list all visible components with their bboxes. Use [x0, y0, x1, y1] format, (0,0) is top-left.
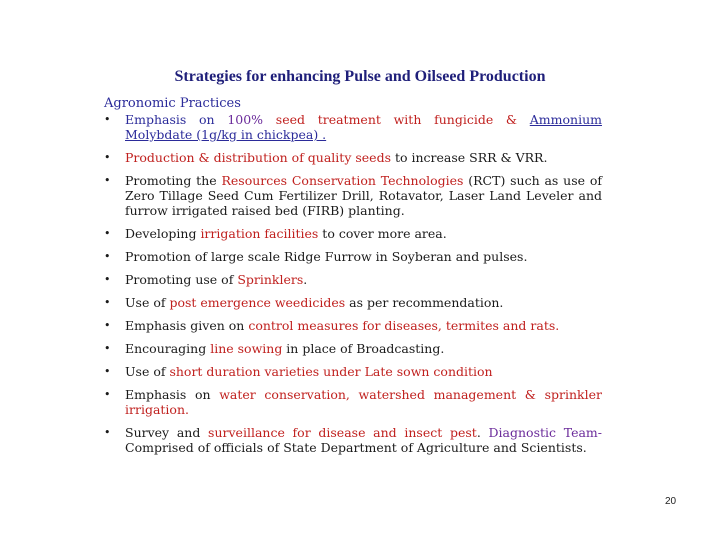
bullet-text-segment: line sowing	[210, 341, 283, 356]
slide-title: Strategies for enhancing Pulse and Oilseed Production	[174, 68, 546, 85]
bullet-list	[104, 112, 602, 455]
bullet-text-segment: to increase SRR & VRR.	[390, 150, 548, 165]
bullet-item	[104, 364, 602, 379]
bullet-text-segment: Emphasis on	[125, 387, 220, 402]
bullet-text-segment: Use of	[125, 295, 170, 310]
bullet-text-segment: irrigation facilities	[200, 226, 319, 241]
bullet-text-segment: seed treatment with fungicide &	[263, 112, 530, 127]
bullet-item	[104, 112, 602, 142]
bullet-text-segment: Production & distribution of quality seeds	[125, 150, 391, 165]
bullet-item	[104, 272, 602, 287]
bullet-glyph: •	[104, 342, 111, 355]
bullet-text-segment: post emergence weedicides	[169, 295, 346, 310]
bullet-item	[104, 249, 602, 264]
bullet-text-segment: Promoting use of	[125, 272, 238, 287]
bullet-glyph: •	[104, 113, 111, 126]
bullet-text-segment: Promotion of large scale Ridge Furrow in Soyberan and pulses.	[125, 249, 528, 264]
bullet-item	[104, 318, 602, 333]
bullet-glyph: •	[104, 250, 111, 263]
bullet-glyph: •	[104, 174, 111, 187]
page-number: 20	[665, 496, 677, 507]
bullet-text-segment: .	[303, 272, 308, 287]
bullet-glyph: •	[104, 296, 111, 309]
bullet-item	[104, 150, 602, 165]
bullet-text-segment: water conservation, watershed management & sprinkler irrigation.	[125, 387, 602, 417]
bullet-glyph: •	[104, 426, 111, 439]
bullet-item	[104, 425, 602, 455]
bullet-text-segment: (RCT) such as use of Zero Tillage Seed Cum Fertilizer Drill, Rotavator, Laser Land Leveler and furrow irrigated raised bed (FIRB) planting.	[125, 173, 602, 218]
bullet-text-segment: Sprinklers	[237, 272, 304, 287]
bullet-text-segment: in place of Broadcasting.	[282, 341, 445, 356]
bullet-text-segment: Encouraging	[125, 341, 211, 356]
bullet-glyph: •	[104, 365, 111, 378]
bullet-glyph: •	[104, 227, 111, 240]
bullet-glyph: •	[104, 388, 111, 401]
bullet-glyph: •	[104, 151, 111, 164]
bullet-item	[104, 387, 602, 417]
bullet-text-segment: Resources Conservation Technologies	[221, 173, 464, 188]
bullet-item	[104, 173, 602, 218]
section-heading: Agronomic Practices	[104, 96, 241, 111]
bullet-text-segment: Use of	[125, 364, 170, 379]
bullet-text-segment: as per recommendation.	[345, 295, 504, 310]
bullet-item	[104, 341, 602, 356]
bullet-glyph: •	[104, 319, 111, 332]
bullet-text-segment: Ammonium Molybdate (1g/kg in chickpea) .	[125, 112, 602, 142]
bullet-glyph: •	[104, 273, 111, 286]
bullet-item	[104, 295, 602, 310]
bullet-text-segment: Comprised of officials of State Department of Agriculture and Scientists.	[125, 440, 587, 455]
bullet-text-segment: Developing	[125, 226, 201, 241]
bullet-text-segment: surveillance for disease and insect pest	[208, 425, 477, 440]
bullet-text-segment: to cover more area.	[318, 226, 447, 241]
bullet-text-segment: Emphasis on	[125, 112, 228, 127]
bullet-text-segment: Emphasis given on	[125, 318, 249, 333]
bullet-text-segment: Survey and	[125, 425, 209, 440]
bullet-text-segment: .	[476, 425, 489, 440]
bullet-text-segment: Diagnostic Team-	[488, 425, 603, 440]
bullet-text-segment: Promoting the	[125, 173, 222, 188]
bullet-text-segment: control measures for diseases, termites and rats.	[248, 318, 560, 333]
bullet-text-segment: short duration varieties under Late sown condition	[169, 364, 493, 379]
bullet-text-segment: 100%	[227, 112, 264, 127]
bullet-item	[104, 226, 602, 241]
